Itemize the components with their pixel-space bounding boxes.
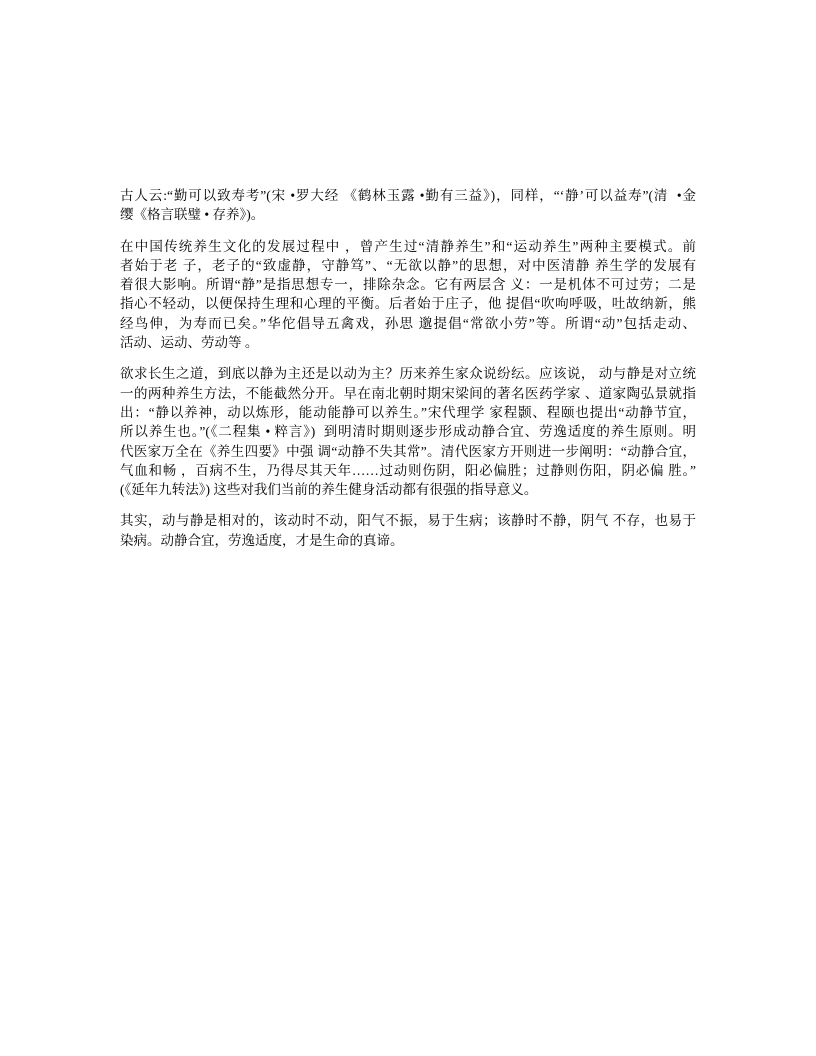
text-line: 古人云:“勤可以致寿考”(宋 •罗大经 《鹤林玉露 •勤有三益》)，同样，“‘静’可以益寿”(清 •金	[120, 188, 696, 203]
text-line: 经鸟伸，为寿而已矣。”华佗倡导五禽戏，孙思 邈提倡“常欲小劳”等。所谓“动”包括走动、	[120, 315, 696, 331]
text-line: 者始于老 子，老子的“致虚静，守静笃”、“无欲以静”的思想，对中医清静 养生学的发展有	[120, 257, 696, 273]
text-line: 染病。动静合宜，劳逸适度，才是生命的真谛。	[120, 532, 404, 548]
article-body	[120, 186, 696, 562]
text-line: (《延年九转法》) 这些对我们当前的养生健身活动都有很强的指导意义。	[120, 482, 538, 498]
text-line: 欲求长生之道，到底以静为主还是以动为主？历来养生家众说纷纭。应该说， 动与静是对立统	[120, 366, 696, 382]
text-line: 着很大影响。所谓“静”是指思想专一，排除杂念。它有两层含 义：一是机体不可过劳；二是	[120, 277, 696, 293]
text-line: 指心不轻动，以便保持生理和心理的平衡。后者始于庄子，他 提倡“吹呴呼吸，吐故纳新，熊	[120, 296, 696, 312]
text-line: 活动、运动、劳动等 。	[120, 335, 259, 351]
paragraph	[120, 237, 696, 353]
text-line: 代医家万全在《养生四要》中强 调“动静不失其常”。清代医家方开则进一步阐明：“动静合宜，	[120, 443, 696, 459]
paragraph	[120, 511, 696, 550]
paragraph	[120, 186, 696, 225]
text-line: 一的两种养生方法，不能截然分开。早在南北朝时期宋梁间的著名医药学家 、道家陶弘景就指	[120, 385, 696, 401]
text-line: 缨《格言联璧 • 存养》)。	[120, 207, 265, 223]
text-line: 气血和畅 ，百病不生，乃得尽其天年……过动则伤阴，阳必偏胜；过静则伤阳，阴必偏 胜。”	[120, 462, 696, 478]
text-line: 在中国传统养生文化的发展过程中 ，曾产生过“清静养生”和“运动养生”两种主要模式。前	[120, 238, 696, 254]
text-line: 所以养生也。”(《二程集 • 粹言》) 到明清时期则逐步形成动静合宜、劳逸适度的养生原则。明	[120, 424, 696, 440]
text-line: 其实，动与静是相对的，该动时不动，阳气不振，易于生病；该静时不静，阴气 不存，也易于	[120, 513, 696, 529]
paragraph	[120, 364, 696, 499]
text-line: 出：“静以养神，动以炼形，能动能静可以养生。”宋代理学 家程颢、程颐也提出“动静节宜，	[120, 404, 696, 420]
